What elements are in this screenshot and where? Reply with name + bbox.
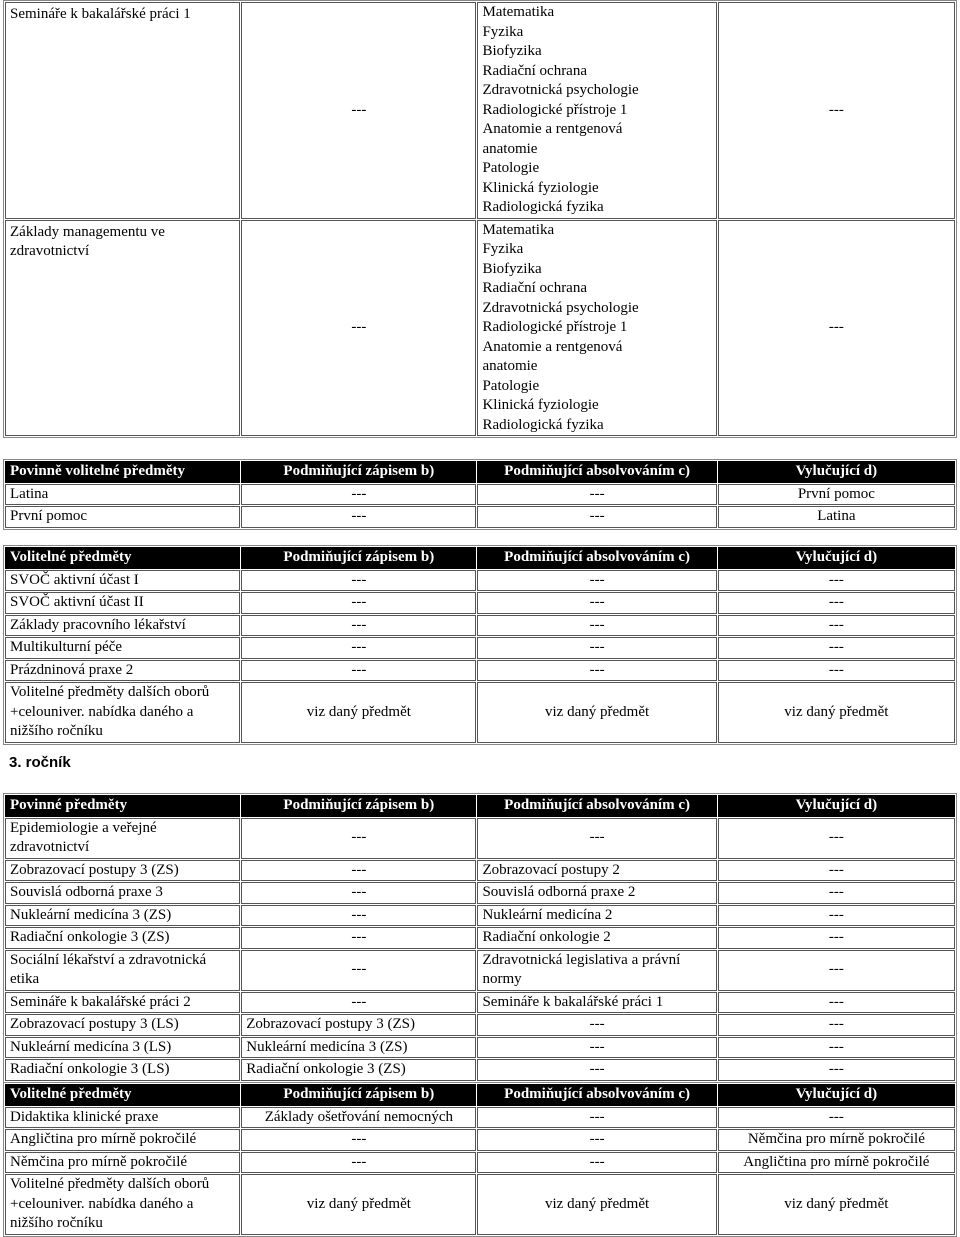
header-cell: Vylučující d) [718, 461, 955, 483]
header-cell: Podmiňující zápisem b) [241, 1084, 476, 1106]
year-heading: 3. ročník [9, 754, 71, 771]
cell-value: --- [718, 2, 955, 219]
top-table-block [3, 0, 957, 438]
cell-value: Radiační onkologie 3 (ZS) [241, 1059, 476, 1081]
cell-value: --- [477, 615, 716, 637]
cell-value: Němčina pro mírně pokročilé [5, 1152, 240, 1174]
cell-value: viz daný předmět [477, 1174, 716, 1235]
table-row [5, 927, 955, 949]
cell-value: Epidemiologie a veřejné zdravotnictví [5, 818, 240, 859]
cell-value: --- [477, 506, 716, 528]
prereq-list: Matematika Fyzika Biofyzika Radiační ochrana Zdravotnická psychologie Radiologické přístroje 1 Anatomie a rentgenová anatomie Patologie Klinická fyziologie Radiologická fyzika [477, 220, 716, 437]
cell-value: --- [241, 927, 476, 949]
cell-value: --- [241, 570, 476, 592]
cell-value: --- [241, 860, 476, 882]
cell-value: --- [477, 637, 716, 659]
header-cell: Podmiňující absolvováním c) [477, 547, 716, 569]
table-row [5, 2, 955, 219]
table-row [5, 570, 955, 592]
cell-value: SVOČ aktivní účast I [5, 570, 240, 592]
table-row [5, 1059, 955, 1081]
cell-value: Semináře k bakalářské práci 1 [477, 992, 716, 1014]
cell-value: Angličtina pro mírně pokročilé [5, 1129, 240, 1151]
cell-value: Radiační onkologie 3 (ZS) [5, 927, 240, 949]
povinne-volitelne-table [3, 459, 957, 530]
cell-value: --- [477, 1107, 716, 1129]
cell-value: --- [241, 992, 476, 1014]
cell-value: --- [477, 1059, 716, 1081]
table-row [5, 992, 955, 1014]
cell-value: --- [718, 615, 955, 637]
cell-value: Základy pracovního lékařství [5, 615, 240, 637]
cell-value: --- [241, 592, 476, 614]
cell-value: Zobrazovací postupy 2 [477, 860, 716, 882]
cell-value: viz daný předmět [477, 682, 716, 743]
cell-value: --- [241, 660, 476, 682]
cell-value: Nukleární medicína 3 (ZS) [5, 905, 240, 927]
cell-value: --- [241, 637, 476, 659]
cell-value: SVOČ aktivní účast II [5, 592, 240, 614]
cell-value: --- [477, 484, 716, 506]
cell-value: --- [718, 1059, 955, 1081]
cell-value: Latina [718, 506, 955, 528]
cell-value: --- [718, 882, 955, 904]
header-cell: Volitelné předměty [5, 1084, 240, 1106]
cell-value: viz daný předmět [241, 682, 476, 743]
cell-value: --- [477, 592, 716, 614]
cell-value: --- [718, 950, 955, 991]
cell-value: --- [718, 660, 955, 682]
header-cell: Povinně volitelné předměty [5, 461, 240, 483]
header-cell: Vylučující d) [718, 1084, 955, 1106]
table-header-row [5, 795, 955, 817]
cell-value: --- [241, 818, 476, 859]
table-row [5, 1174, 955, 1235]
cell-value: První pomoc [5, 506, 240, 528]
cell-value: --- [718, 1107, 955, 1129]
cell-value: Radiační onkologie 2 [477, 927, 716, 949]
cell-value: --- [718, 570, 955, 592]
table-row [5, 1037, 955, 1059]
subject-name: Semináře k bakalářské práci 1 [5, 2, 240, 219]
cell-value: viz daný předmět [718, 682, 955, 743]
header-cell: Podmiňující absolvováním c) [477, 1084, 716, 1106]
table-row [5, 592, 955, 614]
cell-value: --- [477, 1014, 716, 1036]
volitelne-block [3, 545, 957, 745]
cell-value: Volitelné předměty dalších oborů +celouniver. nabídka daného a nižšího ročníku [5, 1174, 240, 1235]
cell-value: --- [718, 637, 955, 659]
table-row [5, 484, 955, 506]
cell-value: --- [241, 2, 476, 219]
cell-value: První pomoc [718, 484, 955, 506]
table-row [5, 950, 955, 991]
header-cell: Vylučující d) [718, 795, 955, 817]
table-row [5, 818, 955, 859]
cell-value: --- [477, 818, 716, 859]
table-header-row [5, 547, 955, 569]
cell-value: --- [477, 660, 716, 682]
table-header-row [5, 1084, 955, 1106]
cell-value: --- [718, 1014, 955, 1036]
cell-value: --- [718, 1037, 955, 1059]
prereq-list: Matematika Fyzika Biofyzika Radiační ochrana Zdravotnická psychologie Radiologické přístroje 1 Anatomie a rentgenová anatomie Patologie Klinická fyziologie Radiologická fyzika [477, 2, 716, 219]
cell-value: Radiační onkologie 3 (LS) [5, 1059, 240, 1081]
subject-name: Základy managementu ve zdravotnictví [5, 220, 240, 437]
table-row [5, 905, 955, 927]
table-header-row [5, 461, 955, 483]
table-row [5, 1129, 955, 1151]
cell-value: --- [718, 905, 955, 927]
year3-povinne-table [3, 793, 957, 1083]
table-row [5, 860, 955, 882]
cell-value: --- [241, 484, 476, 506]
table-row [5, 506, 955, 528]
cell-value: --- [241, 1129, 476, 1151]
cell-value: --- [718, 818, 955, 859]
cell-value: --- [477, 570, 716, 592]
header-cell: Podmiňující absolvováním c) [477, 795, 716, 817]
year3-volitelne-table [3, 1082, 957, 1237]
header-cell: Podmiňující zápisem b) [241, 795, 476, 817]
cell-value: viz daný předmět [718, 1174, 955, 1235]
table-row [5, 1152, 955, 1174]
cell-value: Multikulturní péče [5, 637, 240, 659]
cell-value: --- [477, 1037, 716, 1059]
header-cell: Podmiňující zápisem b) [241, 547, 476, 569]
cell-value: Souvislá odborná praxe 2 [477, 882, 716, 904]
cell-value: Základy ošetřování nemocných [241, 1107, 476, 1129]
table-row [5, 637, 955, 659]
cell-value: Zobrazovací postupy 3 (LS) [5, 1014, 240, 1036]
header-cell: Podmiňující zápisem b) [241, 461, 476, 483]
cell-value: --- [241, 950, 476, 991]
header-cell: Volitelné předměty [5, 547, 240, 569]
cell-value: --- [718, 860, 955, 882]
cell-value: Semináře k bakalářské práci 2 [5, 992, 240, 1014]
cell-value: Latina [5, 484, 240, 506]
cell-value: Sociální lékařství a zdravotnická etika [5, 950, 240, 991]
cell-value: viz daný předmět [241, 1174, 476, 1235]
cell-value: --- [477, 1152, 716, 1174]
cell-value: --- [241, 1152, 476, 1174]
table-row [5, 1107, 955, 1129]
povinne-volitelne-block [3, 459, 957, 530]
table-row [5, 220, 955, 437]
cell-value: --- [241, 905, 476, 927]
cell-value: --- [241, 882, 476, 904]
cell-value: --- [718, 592, 955, 614]
cell-value: Zobrazovací postupy 3 (ZS) [241, 1014, 476, 1036]
cell-value: Souvislá odborná praxe 3 [5, 882, 240, 904]
cell-value: --- [718, 927, 955, 949]
table-row [5, 882, 955, 904]
year3-volitelne-block [3, 1082, 957, 1237]
top-subjects-table [3, 0, 957, 438]
header-cell: Vylučující d) [718, 547, 955, 569]
cell-value: Zdravotnická legislativa a právní normy [477, 950, 716, 991]
year3-povinne-block [3, 793, 957, 1083]
cell-value: Prázdninová praxe 2 [5, 660, 240, 682]
cell-value: Didaktika klinické praxe [5, 1107, 240, 1129]
cell-value: Nukleární medicína 2 [477, 905, 716, 927]
cell-value: --- [718, 220, 955, 437]
cell-value: Volitelné předměty dalších oborů +celouniver. nabídka daného a nižšího ročníku [5, 682, 240, 743]
cell-value: --- [241, 615, 476, 637]
cell-value: --- [241, 506, 476, 528]
cell-value: --- [477, 1129, 716, 1151]
cell-value: Nukleární medicína 3 (LS) [5, 1037, 240, 1059]
header-cell: Povinné předměty [5, 795, 240, 817]
table-row [5, 682, 955, 743]
cell-value: Nukleární medicína 3 (ZS) [241, 1037, 476, 1059]
header-cell: Podmiňující absolvováním c) [477, 461, 716, 483]
cell-value: Němčina pro mírně pokročilé [718, 1129, 955, 1151]
table-row [5, 1014, 955, 1036]
volitelne-table [3, 545, 957, 745]
table-row [5, 660, 955, 682]
cell-value: --- [718, 992, 955, 1014]
table-row [5, 615, 955, 637]
cell-value: Zobrazovací postupy 3 (ZS) [5, 860, 240, 882]
cell-value: Angličtina pro mírně pokročilé [718, 1152, 955, 1174]
cell-value: --- [241, 220, 476, 437]
